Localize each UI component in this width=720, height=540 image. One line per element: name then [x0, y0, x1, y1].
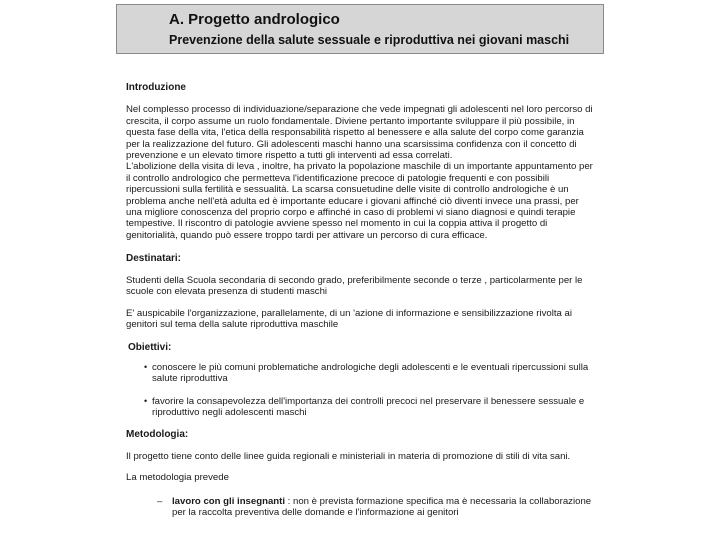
destinatari-paragraph-2: E' auspicabile l'organizzazione, parallelamente, di un 'azione di informazione e sensibilizzazione rivolta ai genitori sul tema della salute riproduttiva maschile	[126, 307, 572, 330]
introduzione-paragraph-1: Nel complesso processo di individuazione/separazione che vede impegnati gli adolescenti nel loro percorso di crescita, il corpo assume un ruolo fondamentale. Diviene pertanto importante sviluppare il più possibile, in questa fase della vita, l'etica della responsabilità rispetto al benessere e alla salute del corpo come garanzia per la realizzazione del futuro. Gli adolescenti maschi hanno una scarsissima confidenza con il concetto di prevenzione e un elevato timore rispetto a tutti gli interventi ad essa correlati.	[126, 104, 593, 162]
section-heading-metodologia: Metodologia:	[126, 429, 189, 441]
bullet-icon: •	[144, 361, 148, 372]
document-subtitle: Prevenzione della salute sessuale e riproduttiva nei giovani maschi	[169, 33, 570, 47]
destinatari-paragraph-1: Studenti della Scuola secondaria di secondo grado, preferibilmente seconde o terze , particolarmente per le scuole con elevata presenza di studenti maschi	[126, 274, 583, 298]
introduzione-paragraph-2: L'abolizione della visita di leva , inoltre, ha privato la popolazione maschile di un importante appuntamento per il controllo andrologico che permetteva l'identificazione precoce di patologie frequenti e con possibili ripercussioni sulla fertilità e sessualità. La scarsa consuetudine delle visite di controllo andrologiche è un problema anche nell'età adulta ed è importante educare i giovani affinché ciò diventi invece una prassi, per una migliore conoscenza del proprio corpo e affinché in caso di problemi vi siano diagnosi e quindi terapie tempestive. Il riscontro di patologie avviene spesso nel momento in cui la coppia attiva il progetto di genitorialità, quando può essere troppo tardi per attivare un percorso di cura efficace.	[126, 161, 593, 241]
section-heading-introduzione: Introduzione	[126, 82, 186, 93]
list-item-text: conoscere le più comuni problematiche andrologiche degli adolescenti e le eventuali ripercussioni sulla salute riproduttiva	[152, 361, 589, 385]
dash-icon: –	[157, 495, 163, 507]
title-box	[116, 4, 604, 54]
section-heading-obiettivi: Obiettivi:	[128, 342, 172, 354]
list-item	[126, 496, 596, 519]
metodologia-list	[126, 496, 596, 519]
list-item	[126, 362, 596, 385]
metodologia-paragraph-2: La metodologia prevede	[126, 472, 229, 484]
list-item-lead: lavoro con gli insegnanti	[172, 495, 286, 507]
list-item	[126, 396, 596, 419]
obiettivi-list	[126, 362, 596, 419]
metodologia-paragraph-1: Il progetto tiene conto delle linee guida regionali e ministeriali in materia di promozione di stili di vita sani.	[126, 450, 571, 462]
list-item-text: : non è prevista formazione specifica ma è necessaria la collaborazione per la raccolta preventiva delle domande e l'informazione ai genitori	[172, 495, 592, 518]
section-heading-destinatari: Destinatari:	[126, 253, 182, 265]
document-body	[126, 82, 596, 518]
document-title: A. Progetto andrologico	[169, 11, 340, 28]
bullet-icon: •	[144, 395, 148, 406]
list-item-text: favorire la consapevolezza dell'importanza dei controlli precoci nel preservare il benessere sessuale e riproduttivo negli adolescenti maschi	[152, 395, 585, 418]
